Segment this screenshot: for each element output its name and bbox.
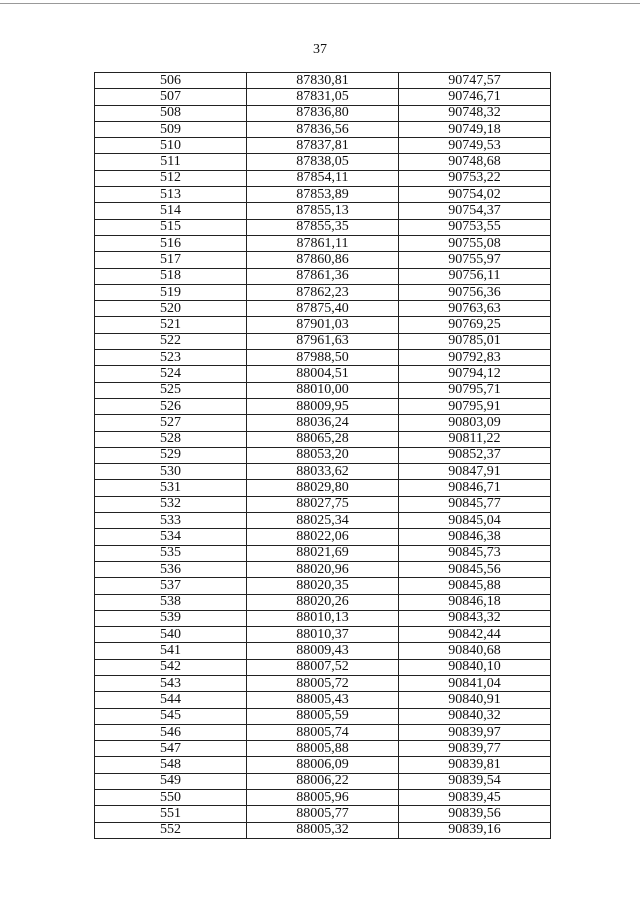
y-coordinate-cell: 90845,88 — [399, 578, 551, 594]
y-coordinate-cell: 90839,54 — [399, 773, 551, 789]
y-coordinate-cell: 90756,36 — [399, 284, 551, 300]
x-coordinate-cell: 87988,50 — [247, 350, 399, 366]
table-row — [95, 350, 551, 366]
coordinates-table — [94, 72, 551, 839]
x-coordinate-cell: 87853,89 — [247, 187, 399, 203]
x-coordinate-cell: 88033,62 — [247, 464, 399, 480]
y-coordinate-cell: 90839,16 — [399, 822, 551, 838]
table-row — [95, 333, 551, 349]
y-coordinate-cell: 90746,71 — [399, 89, 551, 105]
y-coordinate-cell: 90843,32 — [399, 610, 551, 626]
table-row — [95, 203, 551, 219]
table-row — [95, 447, 551, 463]
y-coordinate-cell: 90842,44 — [399, 627, 551, 643]
point-number-cell: 521 — [95, 317, 247, 333]
point-number-cell: 509 — [95, 121, 247, 137]
x-coordinate-cell: 87875,40 — [247, 301, 399, 317]
point-number-cell: 541 — [95, 643, 247, 659]
table-row — [95, 170, 551, 186]
table-row — [95, 692, 551, 708]
table-row — [95, 496, 551, 512]
table-row — [95, 643, 551, 659]
table-row — [95, 138, 551, 154]
x-coordinate-cell: 88009,95 — [247, 398, 399, 414]
point-number-cell: 535 — [95, 545, 247, 561]
point-number-cell: 508 — [95, 105, 247, 121]
x-coordinate-cell: 88009,43 — [247, 643, 399, 659]
point-number-cell: 522 — [95, 333, 247, 349]
y-coordinate-cell: 90839,81 — [399, 757, 551, 773]
y-coordinate-cell: 90754,37 — [399, 203, 551, 219]
point-number-cell: 528 — [95, 431, 247, 447]
y-coordinate-cell: 90749,53 — [399, 138, 551, 154]
table-row — [95, 284, 551, 300]
y-coordinate-cell: 90747,57 — [399, 73, 551, 89]
y-coordinate-cell: 90749,18 — [399, 121, 551, 137]
point-number-cell: 531 — [95, 480, 247, 496]
y-coordinate-cell: 90841,04 — [399, 675, 551, 691]
scan-edge-line — [0, 3, 640, 4]
point-number-cell: 549 — [95, 773, 247, 789]
x-coordinate-cell: 88007,52 — [247, 659, 399, 675]
point-number-cell: 546 — [95, 724, 247, 740]
y-coordinate-cell: 90839,45 — [399, 790, 551, 806]
point-number-cell: 515 — [95, 219, 247, 235]
table-row — [95, 529, 551, 545]
x-coordinate-cell: 87862,23 — [247, 284, 399, 300]
y-coordinate-cell: 90845,77 — [399, 496, 551, 512]
y-coordinate-cell: 90769,25 — [399, 317, 551, 333]
point-number-cell: 540 — [95, 627, 247, 643]
point-number-cell: 523 — [95, 350, 247, 366]
table-row — [95, 366, 551, 382]
table-row — [95, 513, 551, 529]
point-number-cell: 536 — [95, 561, 247, 577]
y-coordinate-cell: 90852,37 — [399, 447, 551, 463]
x-coordinate-cell: 88010,00 — [247, 382, 399, 398]
y-coordinate-cell: 90755,08 — [399, 235, 551, 251]
point-number-cell: 529 — [95, 447, 247, 463]
y-coordinate-cell: 90845,73 — [399, 545, 551, 561]
y-coordinate-cell: 90794,12 — [399, 366, 551, 382]
point-number-cell: 518 — [95, 268, 247, 284]
table-row — [95, 757, 551, 773]
y-coordinate-cell: 90755,97 — [399, 252, 551, 268]
table-row — [95, 464, 551, 480]
table-row — [95, 627, 551, 643]
point-number-cell: 511 — [95, 154, 247, 170]
table-row — [95, 415, 551, 431]
y-coordinate-cell: 90748,32 — [399, 105, 551, 121]
x-coordinate-cell: 88005,43 — [247, 692, 399, 708]
point-number-cell: 512 — [95, 170, 247, 186]
x-coordinate-cell: 88053,20 — [247, 447, 399, 463]
y-coordinate-cell: 90846,38 — [399, 529, 551, 545]
x-coordinate-cell: 87855,13 — [247, 203, 399, 219]
x-coordinate-cell: 88005,59 — [247, 708, 399, 724]
x-coordinate-cell: 88065,28 — [247, 431, 399, 447]
table-row — [95, 89, 551, 105]
table-row — [95, 790, 551, 806]
point-number-cell: 525 — [95, 382, 247, 398]
table-row — [95, 741, 551, 757]
y-coordinate-cell: 90785,01 — [399, 333, 551, 349]
y-coordinate-cell: 90840,91 — [399, 692, 551, 708]
table-row — [95, 708, 551, 724]
x-coordinate-cell: 88005,32 — [247, 822, 399, 838]
coordinates-table-body — [95, 73, 551, 839]
point-number-cell: 507 — [95, 89, 247, 105]
point-number-cell: 527 — [95, 415, 247, 431]
y-coordinate-cell: 90753,22 — [399, 170, 551, 186]
point-number-cell: 533 — [95, 513, 247, 529]
x-coordinate-cell: 88005,72 — [247, 675, 399, 691]
point-number-cell: 547 — [95, 741, 247, 757]
point-number-cell: 550 — [95, 790, 247, 806]
x-coordinate-cell: 88022,06 — [247, 529, 399, 545]
table-row — [95, 675, 551, 691]
table-row — [95, 219, 551, 235]
table-row — [95, 578, 551, 594]
table-row — [95, 773, 551, 789]
table-row — [95, 301, 551, 317]
x-coordinate-cell: 88004,51 — [247, 366, 399, 382]
x-coordinate-cell: 87961,63 — [247, 333, 399, 349]
y-coordinate-cell: 90840,68 — [399, 643, 551, 659]
point-number-cell: 524 — [95, 366, 247, 382]
x-coordinate-cell: 88027,75 — [247, 496, 399, 512]
point-number-cell: 519 — [95, 284, 247, 300]
y-coordinate-cell: 90795,71 — [399, 382, 551, 398]
table-row — [95, 73, 551, 89]
x-coordinate-cell: 88006,22 — [247, 773, 399, 789]
y-coordinate-cell: 90845,56 — [399, 561, 551, 577]
y-coordinate-cell: 90839,97 — [399, 724, 551, 740]
x-coordinate-cell: 87901,03 — [247, 317, 399, 333]
x-coordinate-cell: 87830,81 — [247, 73, 399, 89]
point-number-cell: 552 — [95, 822, 247, 838]
page-number: 37 — [313, 42, 327, 57]
point-number-cell: 530 — [95, 464, 247, 480]
point-number-cell: 539 — [95, 610, 247, 626]
table-row — [95, 252, 551, 268]
x-coordinate-cell: 87861,36 — [247, 268, 399, 284]
x-coordinate-cell: 87855,35 — [247, 219, 399, 235]
point-number-cell: 551 — [95, 806, 247, 822]
x-coordinate-cell: 87837,81 — [247, 138, 399, 154]
y-coordinate-cell: 90846,71 — [399, 480, 551, 496]
x-coordinate-cell: 88036,24 — [247, 415, 399, 431]
y-coordinate-cell: 90847,91 — [399, 464, 551, 480]
y-coordinate-cell: 90839,77 — [399, 741, 551, 757]
x-coordinate-cell: 88021,69 — [247, 545, 399, 561]
y-coordinate-cell: 90845,04 — [399, 513, 551, 529]
table-row — [95, 121, 551, 137]
x-coordinate-cell: 88005,88 — [247, 741, 399, 757]
x-coordinate-cell: 88005,96 — [247, 790, 399, 806]
table-row — [95, 317, 551, 333]
y-coordinate-cell: 90795,91 — [399, 398, 551, 414]
y-coordinate-cell: 90792,83 — [399, 350, 551, 366]
x-coordinate-cell: 88010,37 — [247, 627, 399, 643]
table-row — [95, 268, 551, 284]
point-number-cell: 537 — [95, 578, 247, 594]
x-coordinate-cell: 88020,26 — [247, 594, 399, 610]
x-coordinate-cell: 87860,86 — [247, 252, 399, 268]
point-number-cell: 506 — [95, 73, 247, 89]
point-number-cell: 542 — [95, 659, 247, 675]
y-coordinate-cell: 90811,22 — [399, 431, 551, 447]
point-number-cell: 538 — [95, 594, 247, 610]
x-coordinate-cell: 88005,77 — [247, 806, 399, 822]
x-coordinate-cell: 87831,05 — [247, 89, 399, 105]
x-coordinate-cell: 88006,09 — [247, 757, 399, 773]
y-coordinate-cell: 90748,68 — [399, 154, 551, 170]
y-coordinate-cell: 90753,55 — [399, 219, 551, 235]
x-coordinate-cell: 87836,56 — [247, 121, 399, 137]
point-number-cell: 543 — [95, 675, 247, 691]
table-row — [95, 724, 551, 740]
point-number-cell: 516 — [95, 235, 247, 251]
x-coordinate-cell: 88005,74 — [247, 724, 399, 740]
point-number-cell: 545 — [95, 708, 247, 724]
point-number-cell: 526 — [95, 398, 247, 414]
table-row — [95, 610, 551, 626]
x-coordinate-cell: 88020,35 — [247, 578, 399, 594]
y-coordinate-cell: 90840,32 — [399, 708, 551, 724]
y-coordinate-cell: 90754,02 — [399, 187, 551, 203]
table-row — [95, 822, 551, 838]
x-coordinate-cell: 87838,05 — [247, 154, 399, 170]
point-number-cell: 544 — [95, 692, 247, 708]
table-row — [95, 561, 551, 577]
x-coordinate-cell: 88025,34 — [247, 513, 399, 529]
y-coordinate-cell: 90756,11 — [399, 268, 551, 284]
table-row — [95, 480, 551, 496]
point-number-cell: 510 — [95, 138, 247, 154]
point-number-cell: 513 — [95, 187, 247, 203]
y-coordinate-cell: 90839,56 — [399, 806, 551, 822]
y-coordinate-cell: 90840,10 — [399, 659, 551, 675]
table-row — [95, 105, 551, 121]
point-number-cell: 514 — [95, 203, 247, 219]
y-coordinate-cell: 90803,09 — [399, 415, 551, 431]
point-number-cell: 548 — [95, 757, 247, 773]
x-coordinate-cell: 88029,80 — [247, 480, 399, 496]
table-row — [95, 431, 551, 447]
x-coordinate-cell: 87854,11 — [247, 170, 399, 186]
table-row — [95, 545, 551, 561]
x-coordinate-cell: 88020,96 — [247, 561, 399, 577]
table-row — [95, 594, 551, 610]
point-number-cell: 534 — [95, 529, 247, 545]
table-row — [95, 382, 551, 398]
x-coordinate-cell: 87861,11 — [247, 235, 399, 251]
point-number-cell: 532 — [95, 496, 247, 512]
x-coordinate-cell: 87836,80 — [247, 105, 399, 121]
y-coordinate-cell: 90763,63 — [399, 301, 551, 317]
table-row — [95, 187, 551, 203]
table-row — [95, 659, 551, 675]
point-number-cell: 517 — [95, 252, 247, 268]
y-coordinate-cell: 90846,18 — [399, 594, 551, 610]
table-row — [95, 398, 551, 414]
x-coordinate-cell: 88010,13 — [247, 610, 399, 626]
table-row — [95, 806, 551, 822]
table-row — [95, 235, 551, 251]
table-row — [95, 154, 551, 170]
point-number-cell: 520 — [95, 301, 247, 317]
